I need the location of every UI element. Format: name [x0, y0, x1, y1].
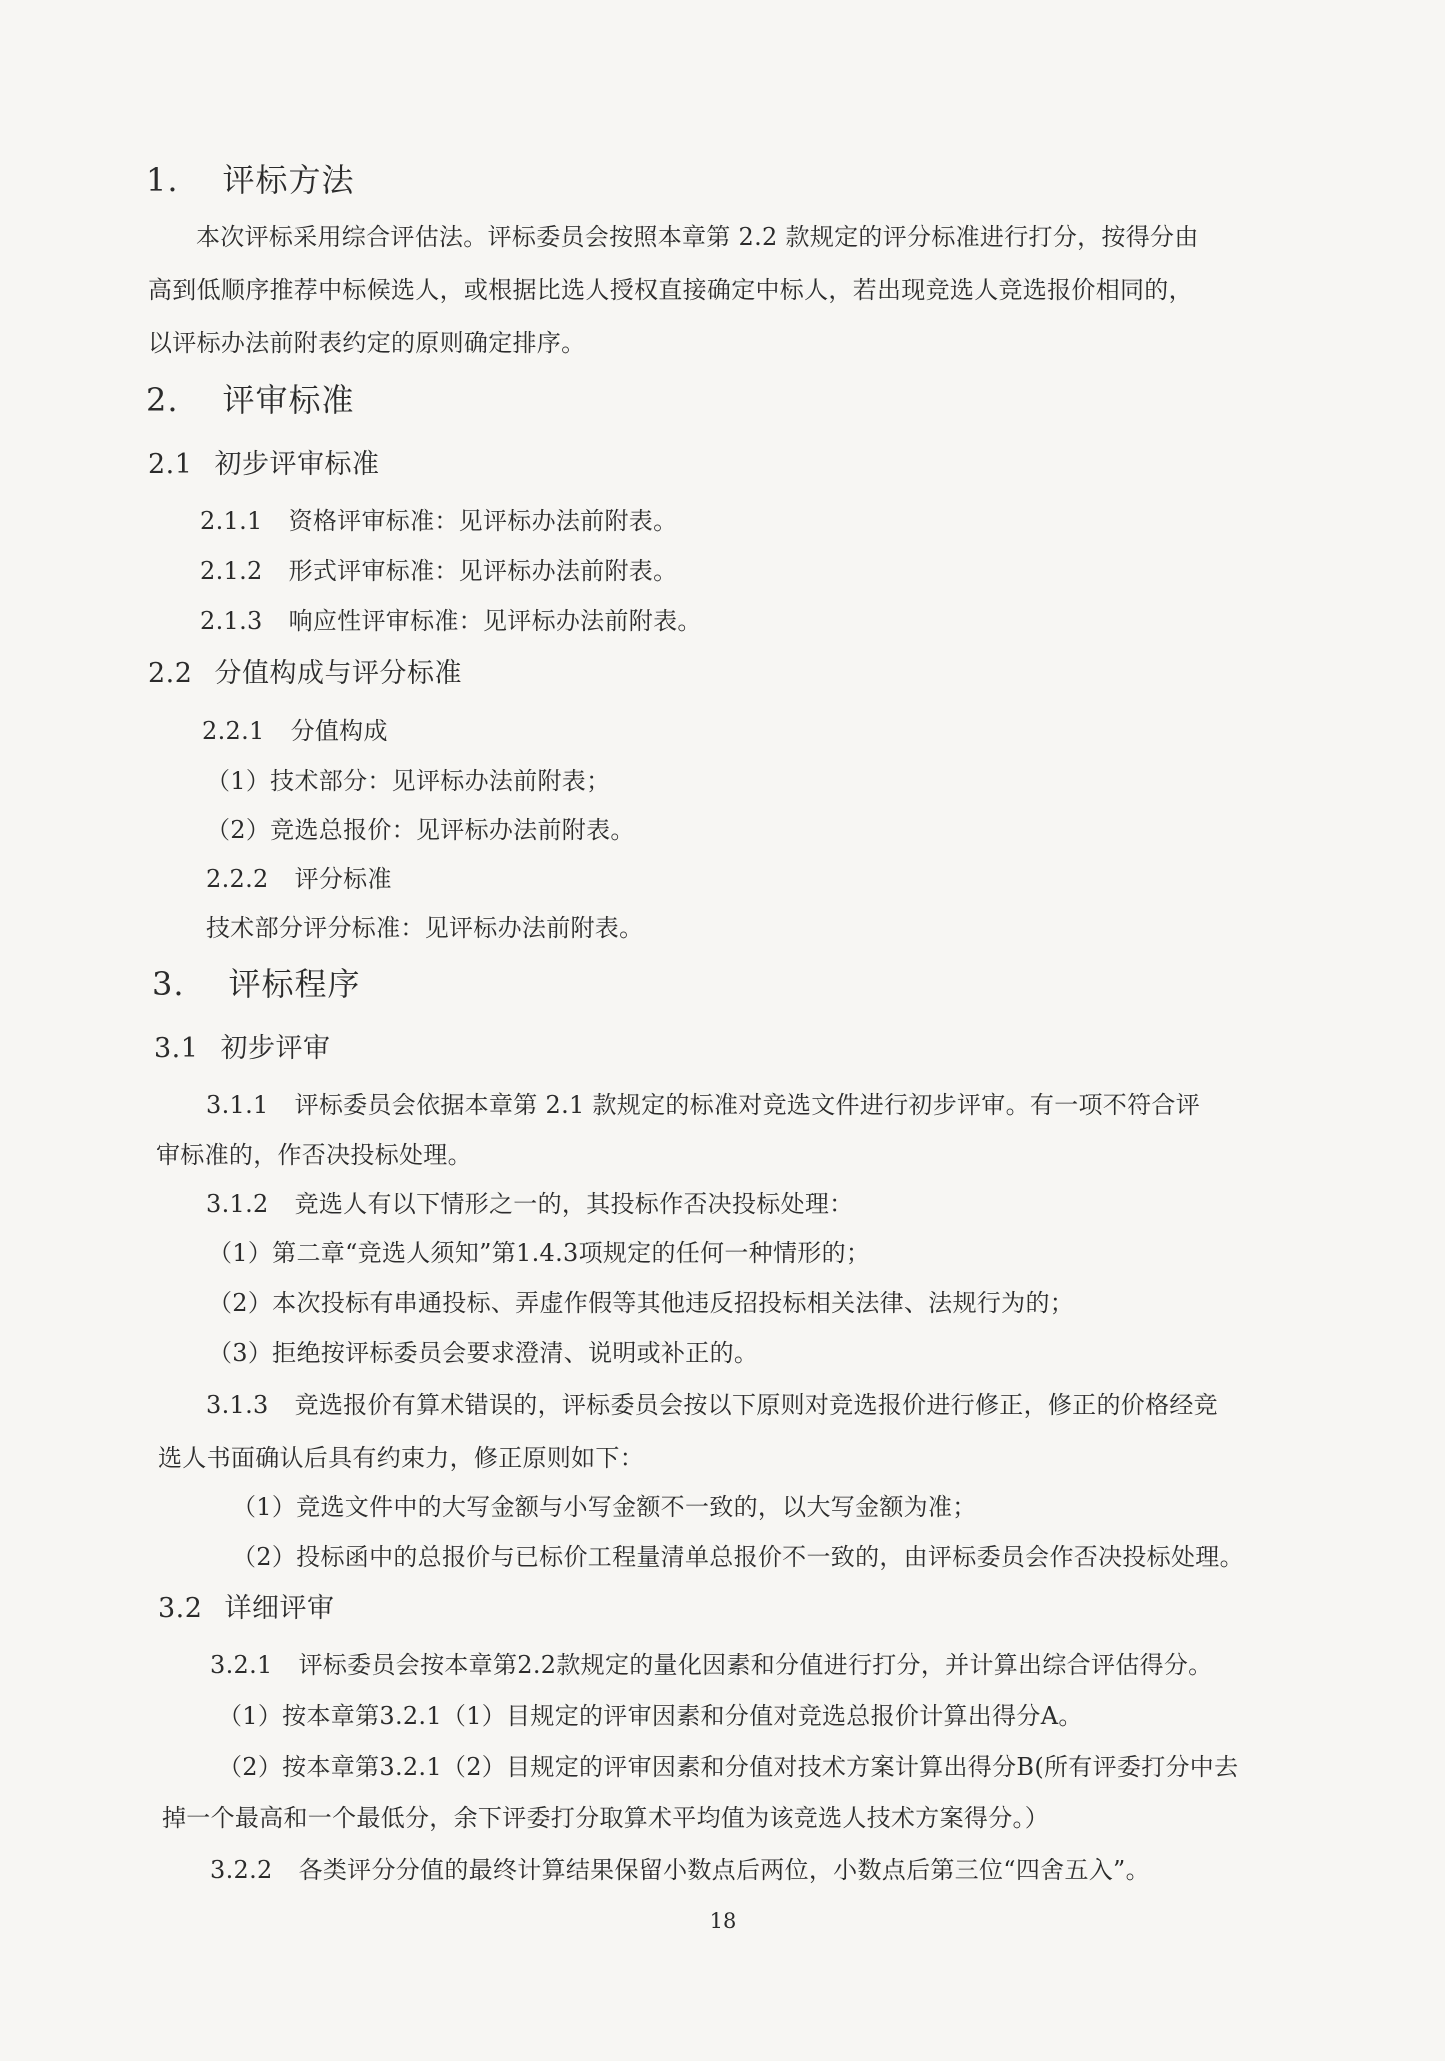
clause-number: 3.2.1	[210, 1651, 273, 1679]
clause-number: 3.1.3	[206, 1391, 269, 1419]
section-heading	[146, 160, 355, 200]
clause-line	[206, 1390, 1218, 1420]
subsection-heading	[154, 1032, 330, 1066]
subsection-heading	[158, 1592, 334, 1626]
clause-number: 2.2.1	[202, 717, 265, 745]
clause-number: 2.1.1	[200, 507, 263, 535]
clause-number: 3.1.2	[206, 1190, 269, 1218]
clause-text: 各类评分分值的最终计算结果保留小数点后两位，小数点后第三位“四舍五入”。	[298, 1856, 1150, 1884]
subsection-number: 3.2	[158, 1593, 203, 1624]
clause-text: 分值构成	[290, 717, 388, 745]
clause-number: 3.1.1	[206, 1091, 269, 1119]
clause-line	[210, 1855, 1150, 1885]
subsection-title: 初步评审	[220, 1033, 331, 1064]
list-item: （3）拒绝按评标委员会要求澄清、说明或补正的。	[208, 1339, 759, 1367]
paragraph-line: 掉一个最高和一个最低分，余下评委打分取算术平均值为该竞选人技术方案得分。）	[162, 1804, 1050, 1832]
list-item: （1）竞选文件中的大写金额与小写金额不一致的，以大写金额为准；	[232, 1493, 977, 1521]
clause-line	[200, 606, 702, 636]
clause-line	[200, 556, 677, 586]
paragraph-line: 选人书面确认后具有约束力，修正原则如下：	[158, 1444, 644, 1472]
clause-line	[210, 1650, 1212, 1680]
list-item: （2）投标函中的总报价与已标价工程量清单总报价不一致的，由评标委员会作否决投标处理。	[232, 1543, 1244, 1571]
clause-text: 响应性评审标准：见评标办法前附表。	[288, 607, 702, 635]
list-item: （1）技术部分：见评标办法前附表；	[206, 767, 611, 795]
paragraph-line: 本次评标采用综合评估法。评标委员会按照本章第 2.2 款规定的评分标准进行打分，按得分由	[196, 223, 1199, 251]
subsection-number: 3.1	[154, 1033, 199, 1064]
section-number: 3.	[152, 965, 185, 1003]
list-item: （1）按本章第3.2.1（1）目规定的评审因素和分值对竞选总报价计算出得分A。	[218, 1702, 1083, 1730]
list-item: （2）本次投标有串通投标、弄虚作假等其他违反招投标相关法律、法规行为的；	[208, 1289, 1075, 1317]
section-title: 评标方法	[222, 161, 355, 199]
clause-number: 2.1.2	[200, 557, 263, 585]
section-title: 评标程序	[228, 965, 361, 1003]
section-number: 2.	[146, 381, 179, 419]
clause-text: 形式评审标准：见评标办法前附表。	[288, 557, 678, 585]
subsection-title: 初步评审标准	[214, 449, 380, 480]
subsection-title: 详细评审	[224, 1593, 335, 1624]
paragraph-line: 高到低顺序推荐中标候选人，或根据比选人授权直接确定中标人，若出现竞选人竞选报价相同的，	[148, 276, 1193, 304]
paragraph-line: 以评标办法前附表约定的原则确定排序。	[148, 329, 586, 357]
list-item: （2）竞选总报价：见评标办法前附表。	[206, 816, 635, 844]
clause-line	[206, 1090, 1200, 1120]
clause-text: 评标委员会依据本章第 2.1 款规定的标准对竞选文件进行初步评审。有一项不符合评	[294, 1091, 1201, 1119]
subsection-heading	[148, 657, 462, 691]
paragraph-line: 审标准的，作否决投标处理。	[156, 1141, 472, 1169]
subsection-number: 2.2	[148, 658, 193, 689]
page-number: 18	[709, 1909, 737, 1933]
clause-line	[206, 1189, 853, 1219]
section-heading	[146, 380, 355, 420]
clause-line	[200, 506, 677, 536]
list-item: （2）按本章第3.2.1（2）目规定的评审因素和分值对技术方案计算出得分B(所有评委打分中去	[218, 1753, 1239, 1781]
section-number: 1.	[146, 161, 179, 199]
clause-number: 2.1.3	[200, 607, 263, 635]
section-heading	[152, 964, 361, 1004]
clause-text: 评分标准	[294, 865, 392, 893]
section-title: 评审标准	[222, 381, 355, 419]
subsection-heading	[148, 448, 379, 482]
clause-text: 竞选人有以下情形之一的，其投标作否决投标处理：	[294, 1190, 854, 1218]
clause-line	[206, 864, 392, 894]
clause-line	[202, 716, 388, 746]
clause-text: 竞选报价有算术错误的，评标委员会按以下原则对竞选报价进行修正，修正的价格经竞	[294, 1391, 1218, 1419]
subsection-title: 分值构成与评分标准	[214, 658, 462, 689]
clause-number: 3.2.2	[210, 1856, 273, 1884]
subsection-number: 2.1	[148, 449, 193, 480]
clause-text: 评标委员会按本章第2.2款规定的量化因素和分值进行打分，并计算出综合评估得分。	[298, 1651, 1213, 1679]
paragraph-line: 技术部分评分标准：见评标办法前附表。	[206, 914, 644, 942]
list-item: （1）第二章“竞选人须知”第1.4.3项规定的任何一种情形的；	[208, 1239, 871, 1267]
clause-text: 资格评审标准：见评标办法前附表。	[288, 507, 678, 535]
clause-number: 2.2.2	[206, 865, 269, 893]
